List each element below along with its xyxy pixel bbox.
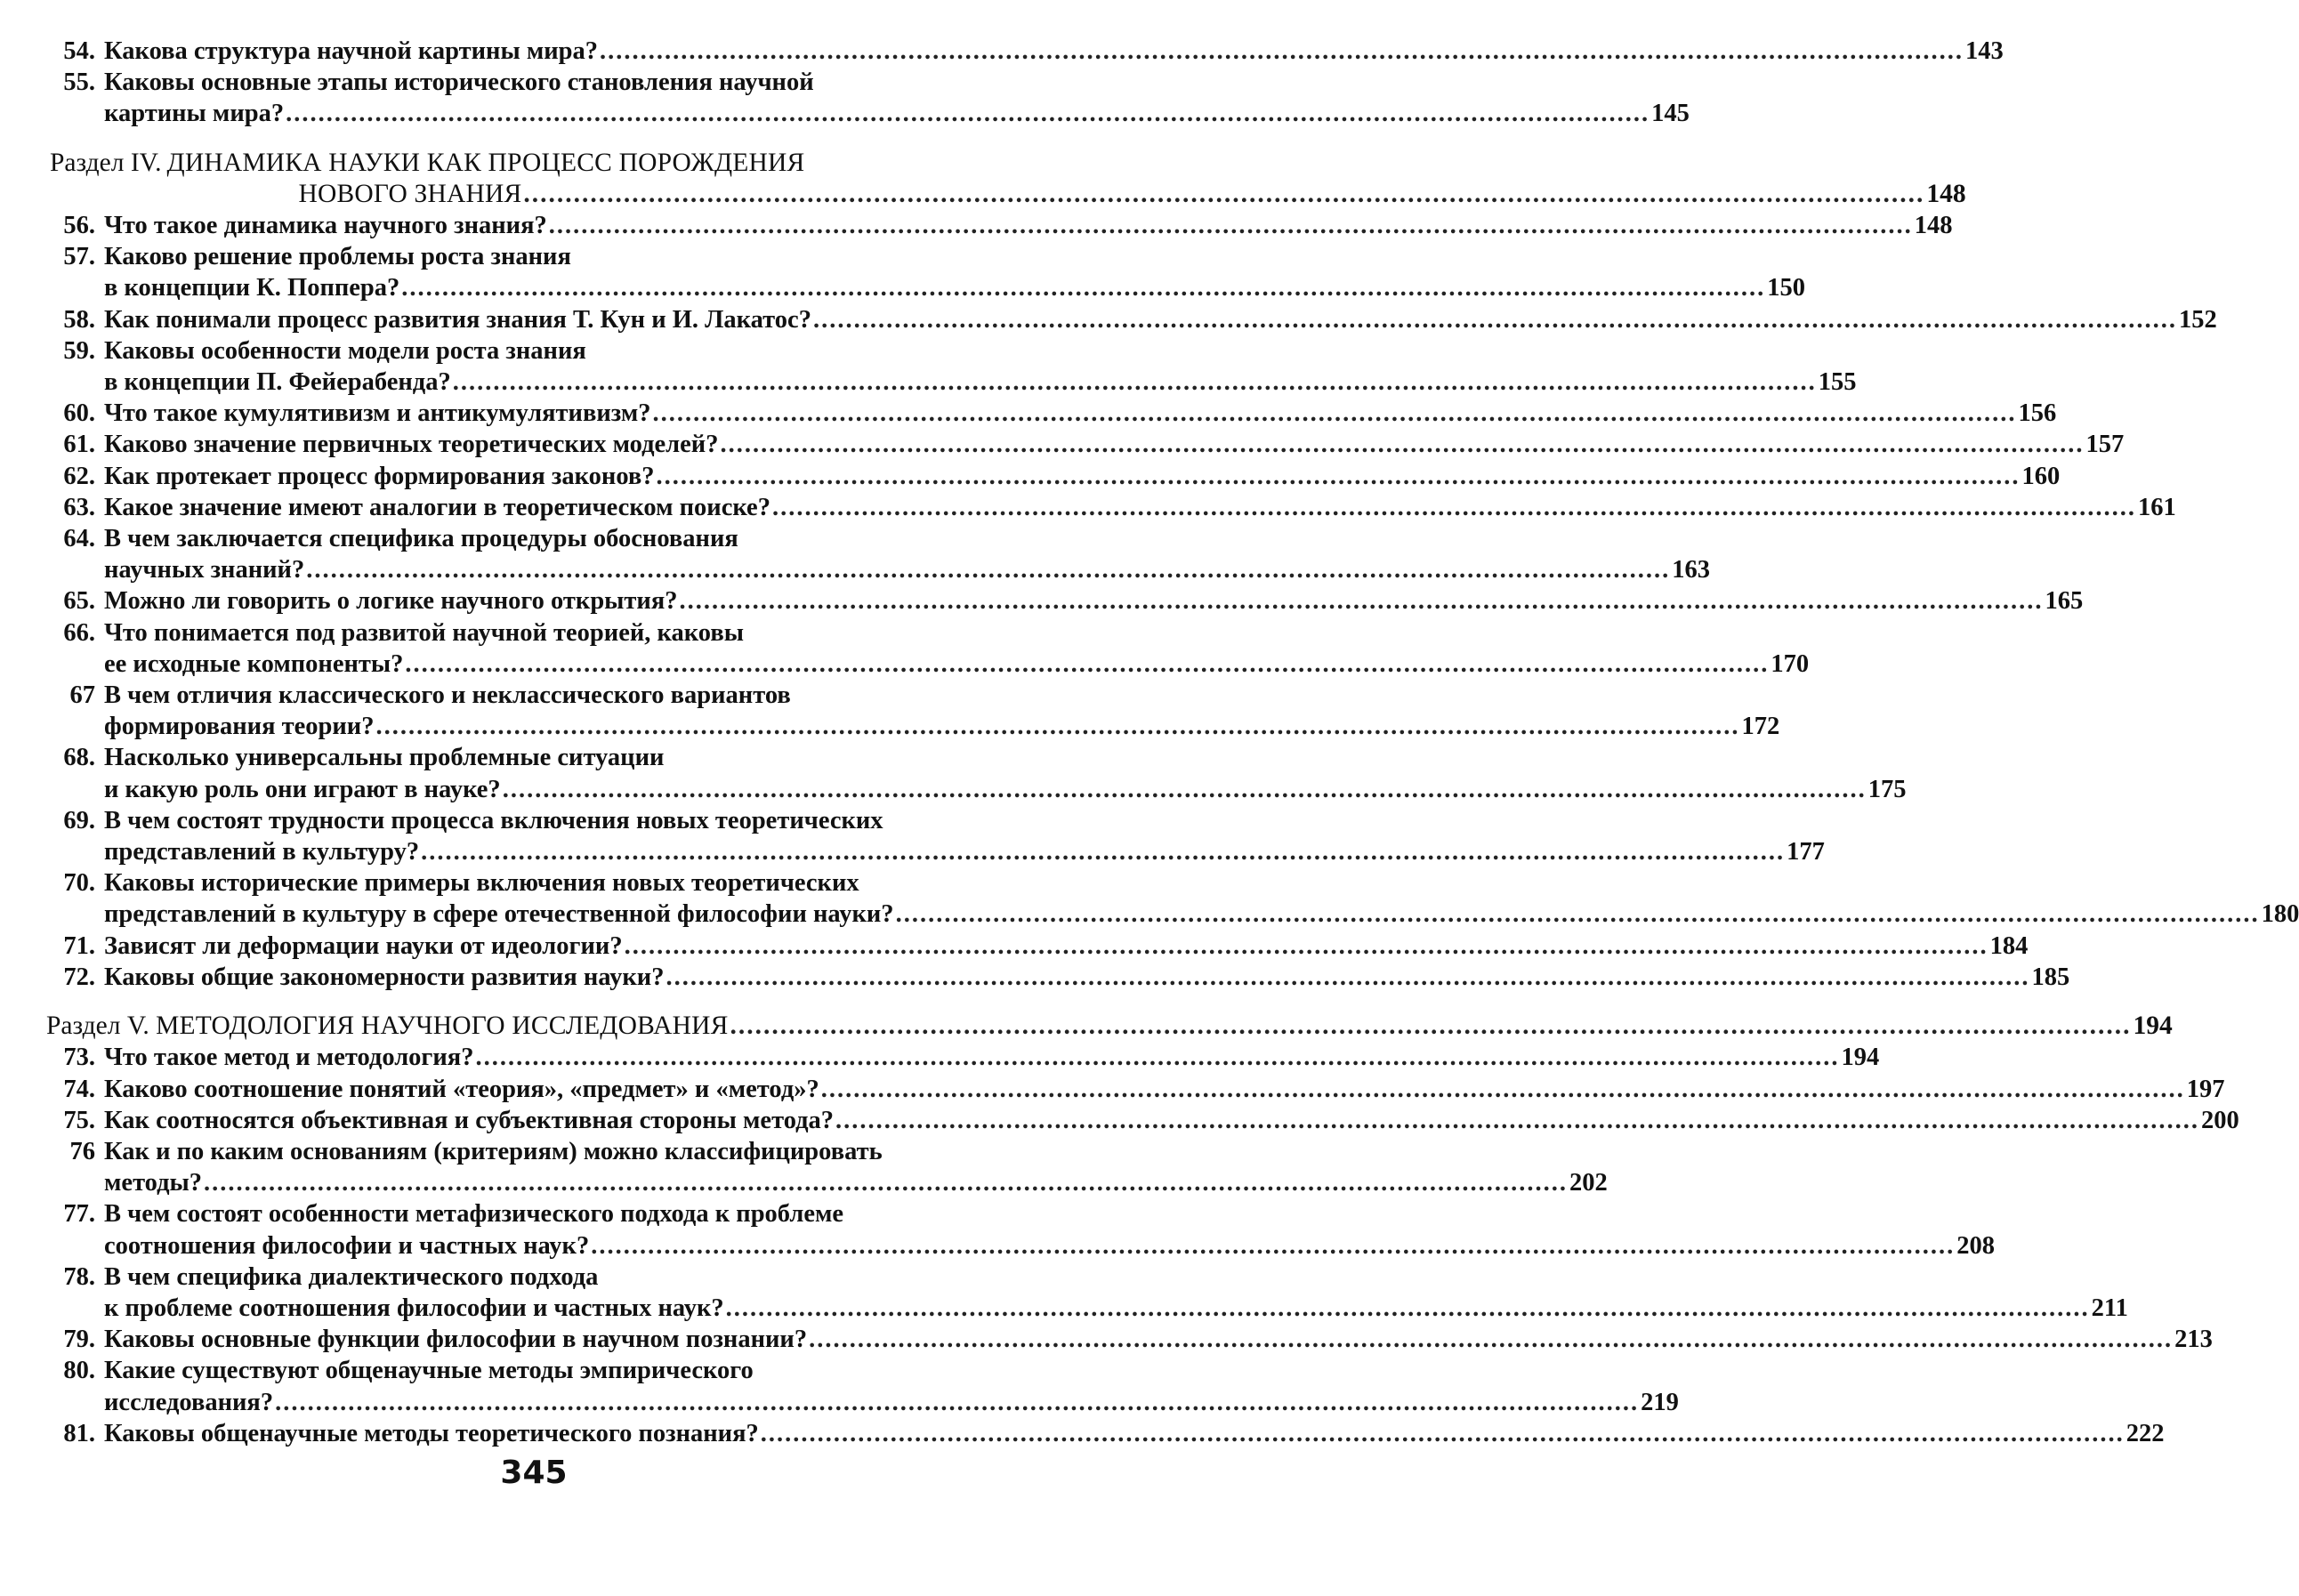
entry-text: Каковы исторические примеры включения новых теоретических xyxy=(104,869,859,898)
entry-number: 60. xyxy=(63,399,95,428)
page-ref: 222 xyxy=(2126,1419,2165,1447)
entry-text: Каковы общие закономерности развития науки? xyxy=(104,963,665,991)
dot-leader xyxy=(761,1418,2125,1449)
toc-entry xyxy=(36,962,2070,993)
toc-entry xyxy=(36,742,1907,804)
dot-leader xyxy=(591,1230,1955,1261)
entry-line xyxy=(104,429,2124,460)
entry-line xyxy=(104,1105,2239,1136)
page-ref: 163 xyxy=(1672,556,1710,584)
entry-number: 65. xyxy=(63,587,95,616)
entry-body xyxy=(104,1355,1679,1417)
page-ref: 194 xyxy=(1841,1044,1880,1072)
table-of-contents xyxy=(36,36,2299,1449)
entry-line xyxy=(104,492,2176,523)
toc-entry xyxy=(36,1418,2165,1449)
entry-text: В чем отличия классического и неклассического вариантов xyxy=(104,681,791,710)
section-heading-iv xyxy=(36,148,1966,210)
dot-leader xyxy=(809,1324,2173,1355)
entry-line xyxy=(104,680,1779,711)
dot-leader xyxy=(772,492,2136,523)
dot-leader xyxy=(275,1387,1639,1418)
entry-line xyxy=(104,1387,1679,1418)
entry-number: 76 xyxy=(69,1137,95,1165)
entry-text: исследования? xyxy=(104,1388,274,1416)
entry-body xyxy=(104,585,2083,617)
entry-text: Каково значение первичных теоретических моделей? xyxy=(104,431,719,459)
dot-leader xyxy=(821,1074,2185,1105)
entry-line xyxy=(104,523,1710,554)
spacer xyxy=(36,993,1023,1011)
entry-body xyxy=(104,1042,1879,1073)
page-ref: 202 xyxy=(1569,1169,1608,1197)
page-ref: 148 xyxy=(1914,212,1953,240)
dot-leader xyxy=(835,1105,2199,1136)
entry-text: Какое значение имеют аналогии в теоретическом поиске? xyxy=(104,493,770,521)
entry-body xyxy=(104,1418,2165,1449)
entry-text: ее исходные компоненты? xyxy=(104,649,404,678)
entry-text: формирования теории? xyxy=(104,713,375,741)
page-ref: 211 xyxy=(2091,1294,2128,1322)
page-ref: 185 xyxy=(2031,963,2070,991)
entry-line xyxy=(104,1261,2128,1293)
entry-body xyxy=(104,867,2299,930)
entry-number: 75. xyxy=(63,1106,95,1134)
toc-entry xyxy=(36,1261,2128,1324)
page-ref: 143 xyxy=(1965,37,2004,65)
dot-leader xyxy=(503,774,1867,805)
entry-body xyxy=(104,492,2176,523)
entry-body xyxy=(104,210,1953,241)
section-label: Раздел V. xyxy=(46,1012,149,1041)
entry-text: Что понимается под развитой научной теорией, каковы xyxy=(104,618,744,647)
dot-leader xyxy=(625,931,1988,962)
dot-leader xyxy=(726,1293,2090,1324)
entry-line xyxy=(104,304,2217,335)
dot-leader xyxy=(375,711,1739,742)
entry-number: 56. xyxy=(63,212,95,240)
entry-number: 71. xyxy=(63,931,95,960)
entry-body xyxy=(104,931,2028,962)
entry-line xyxy=(104,1198,1995,1229)
page-ref: 160 xyxy=(2021,462,2061,490)
entry-text: Можно ли говорить о логике научного открытия? xyxy=(104,587,678,616)
spacer xyxy=(36,130,1023,148)
toc-entry xyxy=(36,1074,2225,1105)
toc-entry xyxy=(36,1324,2213,1355)
entry-text: к проблеме соотношения философии и частных наук? xyxy=(104,1294,724,1322)
entry-text: В чем состоят особенности метафизического подхода к проблеме xyxy=(104,1200,844,1229)
dot-leader xyxy=(523,179,1924,210)
entry-body xyxy=(104,1198,1995,1261)
entry-text: соотношения философии и частных наук? xyxy=(104,1231,590,1260)
toc-entry xyxy=(36,1136,1608,1198)
entry-line xyxy=(104,1293,2128,1324)
toc-entry xyxy=(36,67,1690,129)
entry-line xyxy=(104,836,1825,867)
entry-number: 74. xyxy=(63,1075,95,1103)
entry-text: Каково соотношение понятий «теория», «предмет» и «метод»? xyxy=(104,1075,819,1103)
entry-number: 70. xyxy=(63,869,95,898)
entry-text: Что такое динамика научного знания? xyxy=(104,212,547,240)
entry-number: 58. xyxy=(63,305,95,334)
entry-number: 54. xyxy=(63,37,95,65)
entry-line xyxy=(104,899,2299,930)
page-ref: 184 xyxy=(1989,931,2029,960)
page-ref: 177 xyxy=(1787,838,1825,867)
entry-text: Каковы особенности модели роста знания xyxy=(104,336,586,365)
entry-text: представлений в культуру в сфере отечественной философии науки? xyxy=(104,900,894,929)
dot-leader xyxy=(549,210,1913,241)
entry-line xyxy=(104,962,2069,993)
entry-text: Каковы основные функции философии в научном познании? xyxy=(104,1326,808,1354)
entry-text: и какую роль они играют в науке? xyxy=(104,775,501,803)
toc-entry xyxy=(36,304,2217,335)
entry-text: Как понимали процесс развития знания Т. Кун и И. Лакатос? xyxy=(104,305,811,334)
entry-text: В чем заключается специфика процедуры обоснования xyxy=(104,525,738,553)
page-ref: 194 xyxy=(2133,1012,2173,1041)
entry-number: 59. xyxy=(63,336,95,365)
entry-body xyxy=(104,241,1805,303)
entry-number: 68. xyxy=(63,744,95,772)
entry-body xyxy=(104,304,2217,335)
dot-leader xyxy=(680,585,2044,617)
page-ref: 180 xyxy=(2261,900,2299,929)
dot-leader xyxy=(600,36,1964,67)
dot-leader xyxy=(286,98,1650,129)
page-ref: 155 xyxy=(1818,368,1857,397)
toc-entry xyxy=(36,805,1825,867)
entry-body xyxy=(104,335,1856,398)
entry-text: В чем состоят трудности процесса включения новых теоретических xyxy=(104,806,883,834)
entry-line xyxy=(104,1136,1608,1167)
entry-line xyxy=(104,461,2060,492)
entry-line xyxy=(104,742,1906,773)
entry-line xyxy=(104,1167,1608,1198)
entry-text: Каковы основные этапы исторического становления научной xyxy=(104,69,814,97)
page-ref: 197 xyxy=(2186,1075,2225,1103)
page-ref: 165 xyxy=(2045,587,2084,616)
entry-line xyxy=(104,617,1809,649)
entry-text: Какие существуют общенаучные методы эмпирического xyxy=(104,1357,754,1385)
dot-leader xyxy=(730,1011,2132,1042)
toc-entry xyxy=(36,36,2004,67)
entry-text: научных знаний? xyxy=(104,556,305,584)
entry-list-top xyxy=(36,36,2004,130)
toc-entry xyxy=(36,680,1780,742)
entry-number: 72. xyxy=(63,963,95,991)
entry-text: Что такое кумулятивизм и антикумулятивизм? xyxy=(104,399,651,428)
section-title-line: НОВОГО ЗНАНИЯ xyxy=(298,179,522,208)
toc-entry xyxy=(36,461,2061,492)
page-ref: 157 xyxy=(2085,431,2125,459)
entry-line xyxy=(104,774,1906,805)
entry-text: Каково решение проблемы роста знания xyxy=(104,243,571,271)
dot-leader xyxy=(657,461,2021,492)
toc-entry xyxy=(36,335,1857,398)
entry-line xyxy=(104,210,1953,241)
entry-text: методы? xyxy=(104,1169,203,1197)
entry-line xyxy=(104,98,1690,129)
entry-body xyxy=(104,742,1906,804)
entry-line xyxy=(104,867,2299,899)
dot-leader xyxy=(405,649,1769,680)
entry-text: Насколько универсальны проблемные ситуации xyxy=(104,744,665,772)
entry-body xyxy=(104,1074,2225,1105)
entry-text: в концепции П. Фейерабенда? xyxy=(104,368,451,397)
page-ref: 208 xyxy=(1956,1231,1995,1260)
entry-line xyxy=(104,711,1779,742)
entry-text: Как протекает процесс формирования законов? xyxy=(104,462,655,490)
toc-entry xyxy=(36,585,2084,617)
entry-body xyxy=(104,962,2069,993)
toc-entry xyxy=(36,1355,1679,1417)
entry-body xyxy=(104,429,2124,460)
entry-body xyxy=(104,67,1690,129)
entry-line xyxy=(104,1355,1679,1386)
entry-body xyxy=(104,805,1825,867)
entry-text: Зависят ли деформации науки от идеологии? xyxy=(104,931,623,960)
page-ref: 156 xyxy=(2018,399,2057,428)
page-ref: 170 xyxy=(1771,649,1810,678)
entry-line xyxy=(104,931,2028,962)
entry-line xyxy=(104,1042,1879,1073)
section-label: Раздел IV. xyxy=(50,148,162,177)
dot-leader xyxy=(204,1167,1568,1198)
page-ref: 161 xyxy=(2137,493,2176,521)
page-ref: 145 xyxy=(1651,100,1690,128)
entry-text: Что такое метод и методология? xyxy=(104,1044,474,1072)
dot-leader xyxy=(475,1042,1839,1073)
toc-entry xyxy=(36,617,1810,680)
page-ref: 148 xyxy=(1926,179,1966,208)
entry-number: 63. xyxy=(63,493,95,521)
entry-body xyxy=(104,1261,2128,1324)
dot-leader xyxy=(896,899,2260,930)
toc-entry xyxy=(36,492,2176,523)
entry-body xyxy=(104,1105,2239,1136)
toc-entry xyxy=(36,398,2057,429)
entry-number: 57. xyxy=(63,243,95,271)
toc-entry xyxy=(36,1042,1880,1073)
toc-entry xyxy=(36,1105,2239,1136)
entry-line xyxy=(104,585,2083,617)
toc-entry xyxy=(36,210,1953,241)
entry-line xyxy=(104,335,1856,367)
section-title xyxy=(162,148,1966,210)
entry-body xyxy=(104,398,2056,429)
dot-leader xyxy=(421,836,1785,867)
dot-leader xyxy=(720,429,2084,460)
dot-leader xyxy=(453,367,1817,398)
entry-text: Как и по каким основаниям (критериям) можно классифицировать xyxy=(104,1137,883,1165)
entry-text: картины мира? xyxy=(104,100,285,128)
entry-body xyxy=(104,680,1779,742)
entry-body xyxy=(104,617,1809,680)
entry-line xyxy=(104,398,2056,429)
entry-number: 55. xyxy=(63,69,95,97)
entry-number: 81. xyxy=(63,1419,95,1447)
section-title-line: МЕТОДОЛОГИЯ НАУЧНОГО ИССЛЕДОВАНИЯ xyxy=(156,1012,729,1041)
entry-line xyxy=(104,649,1809,680)
entry-line xyxy=(104,1074,2225,1105)
entry-line xyxy=(104,554,1710,585)
toc-entry xyxy=(36,867,2299,930)
entry-list-section-iv xyxy=(36,210,2299,993)
dot-leader xyxy=(813,304,2177,335)
entry-number: 78. xyxy=(63,1262,95,1291)
entry-body xyxy=(104,1136,1608,1198)
entry-number: 79. xyxy=(63,1326,95,1354)
entry-line xyxy=(104,272,1805,303)
entry-number: 64. xyxy=(63,525,95,553)
entry-number: 66. xyxy=(63,618,95,647)
page-ref: 150 xyxy=(1767,274,1806,302)
toc-entry xyxy=(36,1198,1995,1261)
entry-number: 61. xyxy=(63,431,95,459)
toc-entry xyxy=(36,523,1710,585)
entry-line xyxy=(104,1418,2165,1449)
page-ref: 175 xyxy=(1867,775,1907,803)
entry-list-section-v xyxy=(36,1042,2239,1449)
toc-entry xyxy=(36,429,2125,460)
page-ref: 152 xyxy=(2178,305,2217,334)
toc-entry xyxy=(36,931,2029,962)
entry-number: 73. xyxy=(63,1044,95,1072)
entry-text: В чем специфика диалектического подхода xyxy=(104,1262,599,1291)
entry-number: 77. xyxy=(63,1200,95,1229)
entry-text: Как соотносятся объективная и субъективная стороны метода? xyxy=(104,1106,835,1134)
entry-body xyxy=(104,36,2004,67)
entry-text: в концепции К. Поппера? xyxy=(104,274,400,302)
entry-text: Каковы общенаучные методы теоретического познания? xyxy=(104,1419,759,1447)
entry-number: 67 xyxy=(69,681,95,710)
entry-number: 62. xyxy=(63,462,95,490)
toc-entry xyxy=(36,241,1806,303)
page-ref: 213 xyxy=(2174,1326,2213,1354)
entry-line xyxy=(104,1230,1995,1261)
entry-number: 69. xyxy=(63,806,95,834)
entry-line xyxy=(104,367,1856,398)
entry-body xyxy=(104,461,2060,492)
page-number: 345 xyxy=(500,1455,568,1491)
entry-line xyxy=(104,67,1690,98)
section-heading-v xyxy=(36,1011,2173,1042)
dot-leader xyxy=(401,272,1765,303)
entry-line xyxy=(104,1324,2213,1355)
dot-leader xyxy=(666,962,2029,993)
dot-leader xyxy=(306,554,1670,585)
entry-body xyxy=(104,523,1710,585)
entry-number: 80. xyxy=(63,1357,95,1385)
entry-text: представлений в культуру? xyxy=(104,838,420,867)
entry-line xyxy=(104,805,1825,836)
page-ref: 219 xyxy=(1641,1388,1679,1416)
page-ref: 172 xyxy=(1741,713,1780,741)
entry-text: Какова структура научной картины мира? xyxy=(104,37,599,65)
section-title-line: ДИНАМИКА НАУКИ КАК ПРОЦЕСС ПОРОЖДЕНИЯ xyxy=(166,148,805,177)
entry-line xyxy=(104,36,2004,67)
page-ref: 200 xyxy=(2201,1106,2239,1134)
entry-body xyxy=(104,1324,2213,1355)
entry-line xyxy=(104,241,1805,272)
dot-leader xyxy=(653,398,2017,429)
